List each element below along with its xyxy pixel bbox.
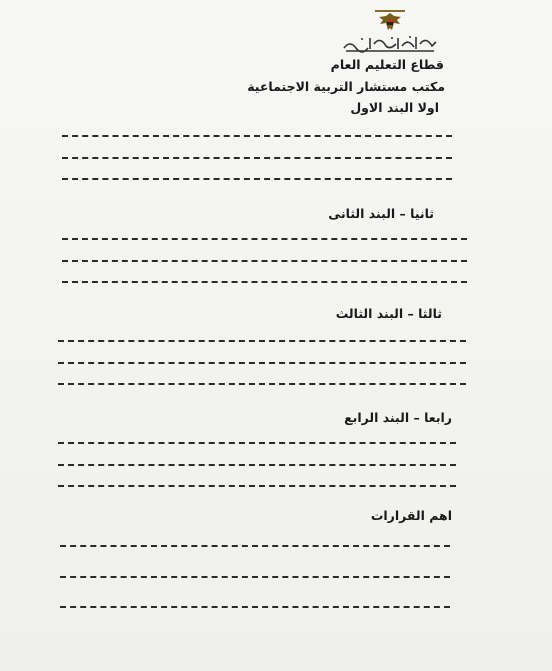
answer-line[interactable] <box>58 485 456 487</box>
section-title-decisions: اهم القرارات <box>370 508 452 523</box>
section-title-2: ثانيا – البند الثانى <box>328 206 434 221</box>
answer-line[interactable] <box>60 545 450 547</box>
sector-title: قطاع التعليم العام <box>330 57 444 72</box>
answer-line[interactable] <box>58 464 456 466</box>
office-title: مكتب مستشار التربية الاجتماعية <box>247 79 445 94</box>
eagle-emblem-icon <box>375 10 405 32</box>
answer-line[interactable] <box>62 281 467 283</box>
ministry-calligraphy-logo <box>340 32 440 54</box>
answer-line[interactable] <box>60 576 450 578</box>
answer-line[interactable] <box>58 442 456 444</box>
section-title-1: اولا البند الاول <box>350 100 439 115</box>
ministry-logo <box>340 10 440 58</box>
answer-line[interactable] <box>62 178 452 180</box>
answer-line[interactable] <box>62 135 452 137</box>
answer-line[interactable] <box>58 340 466 342</box>
answer-line[interactable] <box>62 238 467 240</box>
answer-line[interactable] <box>62 157 452 159</box>
answer-line[interactable] <box>58 383 466 385</box>
section-title-3: ثالثا – البند الثالث <box>335 306 442 321</box>
answer-line[interactable] <box>58 362 466 364</box>
answer-line[interactable] <box>60 606 450 608</box>
answer-line[interactable] <box>62 260 467 262</box>
section-title-4: رابعا – البند الرابع <box>344 410 452 425</box>
